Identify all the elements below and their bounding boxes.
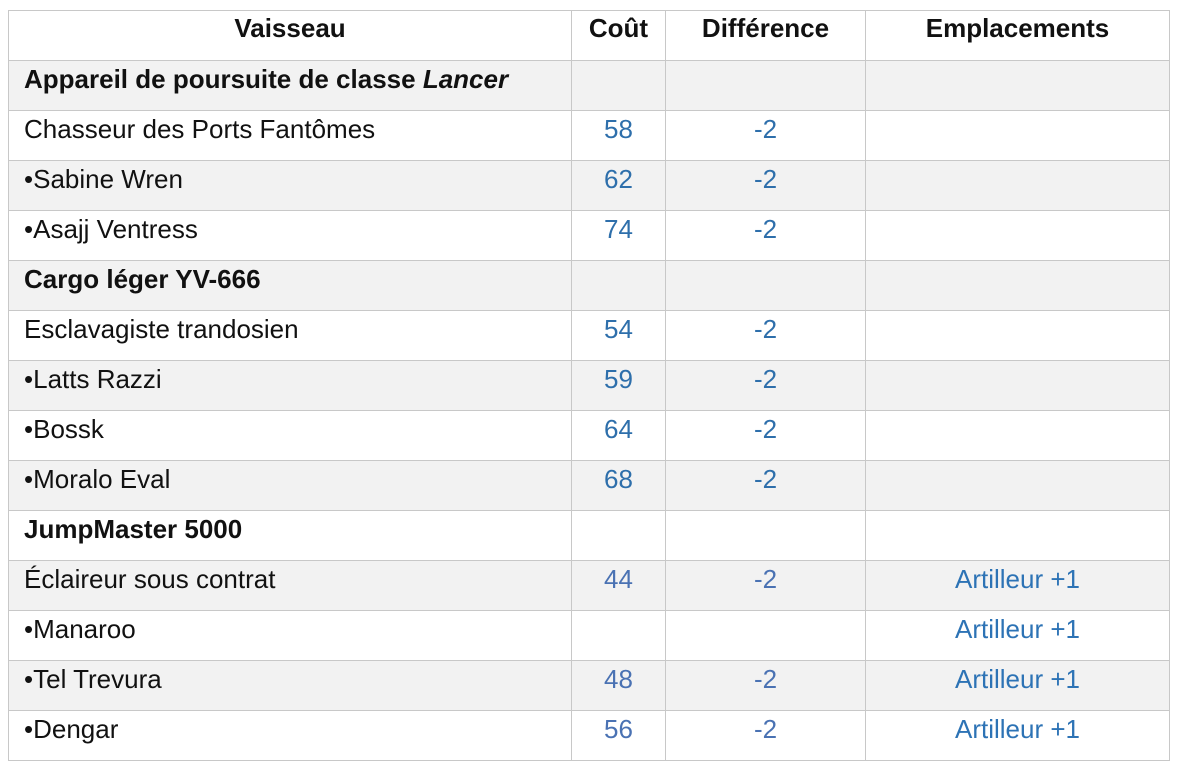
name-text: •Manaroo bbox=[24, 614, 136, 644]
name-text: •Moralo Eval bbox=[24, 464, 171, 494]
pilot-name-cell bbox=[9, 161, 572, 211]
difference-cell bbox=[666, 511, 866, 561]
slots-cell bbox=[866, 261, 1170, 311]
name-text: •Tel Trevura bbox=[24, 664, 162, 694]
group-name-cell bbox=[9, 511, 572, 561]
pilot-name-cell bbox=[9, 211, 572, 261]
pilot-name-cell bbox=[9, 411, 572, 461]
difference-cell: -2 bbox=[666, 111, 866, 161]
table-row bbox=[9, 211, 1170, 261]
cost-cell: 58 bbox=[572, 111, 666, 161]
pilot-name-cell bbox=[9, 711, 572, 761]
name-text: •Sabine Wren bbox=[24, 164, 183, 194]
slots-cell: Artilleur +1 bbox=[866, 711, 1170, 761]
slots-cell bbox=[866, 311, 1170, 361]
header-cost: Coût bbox=[572, 11, 666, 61]
header-ship: Vaisseau bbox=[9, 11, 572, 61]
cost-cell bbox=[572, 61, 666, 111]
difference-cell bbox=[666, 261, 866, 311]
slots-cell bbox=[866, 161, 1170, 211]
cost-cell bbox=[572, 611, 666, 661]
name-text: Appareil de poursuite de classe bbox=[24, 64, 423, 94]
name-text: JumpMaster 5000 bbox=[24, 514, 243, 544]
slots-cell bbox=[866, 361, 1170, 411]
difference-cell: -2 bbox=[666, 311, 866, 361]
name-text: Cargo léger YV-666 bbox=[24, 264, 261, 294]
name-text: •Latts Razzi bbox=[24, 364, 162, 394]
cost-cell bbox=[572, 511, 666, 561]
name-text: Chasseur des Ports Fantômes bbox=[24, 114, 376, 144]
slots-cell: Artilleur +1 bbox=[866, 611, 1170, 661]
cost-cell: 62 bbox=[572, 161, 666, 211]
name-text: •Dengar bbox=[24, 714, 119, 744]
slots-cell: Artilleur +1 bbox=[866, 561, 1170, 611]
difference-cell: -2 bbox=[666, 661, 866, 711]
name-text: Éclaireur sous contrat bbox=[24, 564, 276, 594]
table-row bbox=[9, 161, 1170, 211]
table-row bbox=[9, 611, 1170, 661]
difference-cell: -2 bbox=[666, 161, 866, 211]
ship-group-row bbox=[9, 511, 1170, 561]
cost-cell: 48 bbox=[572, 661, 666, 711]
pilot-name-cell bbox=[9, 561, 572, 611]
table-row bbox=[9, 461, 1170, 511]
difference-cell: -2 bbox=[666, 211, 866, 261]
header-row bbox=[9, 11, 1170, 61]
name-text: •Asajj Ventress bbox=[24, 214, 198, 244]
table-row bbox=[9, 661, 1170, 711]
slots-cell bbox=[866, 111, 1170, 161]
slots-cell bbox=[866, 411, 1170, 461]
cost-cell: 59 bbox=[572, 361, 666, 411]
pilot-name-cell bbox=[9, 461, 572, 511]
slots-cell bbox=[866, 511, 1170, 561]
slots-cell: Artilleur +1 bbox=[866, 661, 1170, 711]
difference-cell: -2 bbox=[666, 411, 866, 461]
cost-table bbox=[8, 10, 1170, 761]
cost-cell: 68 bbox=[572, 461, 666, 511]
cost-cell: 64 bbox=[572, 411, 666, 461]
group-name-cell bbox=[9, 61, 572, 111]
cost-cell bbox=[572, 261, 666, 311]
cost-cell: 56 bbox=[572, 711, 666, 761]
pilot-name-cell bbox=[9, 111, 572, 161]
pilot-name-cell bbox=[9, 661, 572, 711]
ship-group-row bbox=[9, 61, 1170, 111]
name-emphasis-text: Lancer bbox=[422, 64, 509, 94]
difference-cell bbox=[666, 611, 866, 661]
table-row bbox=[9, 561, 1170, 611]
group-name-cell bbox=[9, 261, 572, 311]
difference-cell: -2 bbox=[666, 561, 866, 611]
name-text: Esclavagiste trandosien bbox=[24, 314, 299, 344]
pilot-name-cell bbox=[9, 361, 572, 411]
table-row bbox=[9, 361, 1170, 411]
table-row bbox=[9, 111, 1170, 161]
difference-cell bbox=[666, 61, 866, 111]
table-row bbox=[9, 411, 1170, 461]
cost-cell: 54 bbox=[572, 311, 666, 361]
pilot-name-cell bbox=[9, 611, 572, 661]
difference-cell: -2 bbox=[666, 711, 866, 761]
table-row bbox=[9, 311, 1170, 361]
difference-cell: -2 bbox=[666, 361, 866, 411]
name-text: •Bossk bbox=[24, 414, 104, 444]
pilot-name-cell bbox=[9, 311, 572, 361]
table-row bbox=[9, 711, 1170, 761]
cost-cell: 74 bbox=[572, 211, 666, 261]
header-slots: Emplacements bbox=[866, 11, 1170, 61]
ship-group-row bbox=[9, 261, 1170, 311]
slots-cell bbox=[866, 211, 1170, 261]
slots-cell bbox=[866, 61, 1170, 111]
difference-cell: -2 bbox=[666, 461, 866, 511]
header-difference: Différence bbox=[666, 11, 866, 61]
slots-cell bbox=[866, 461, 1170, 511]
cost-cell: 44 bbox=[572, 561, 666, 611]
